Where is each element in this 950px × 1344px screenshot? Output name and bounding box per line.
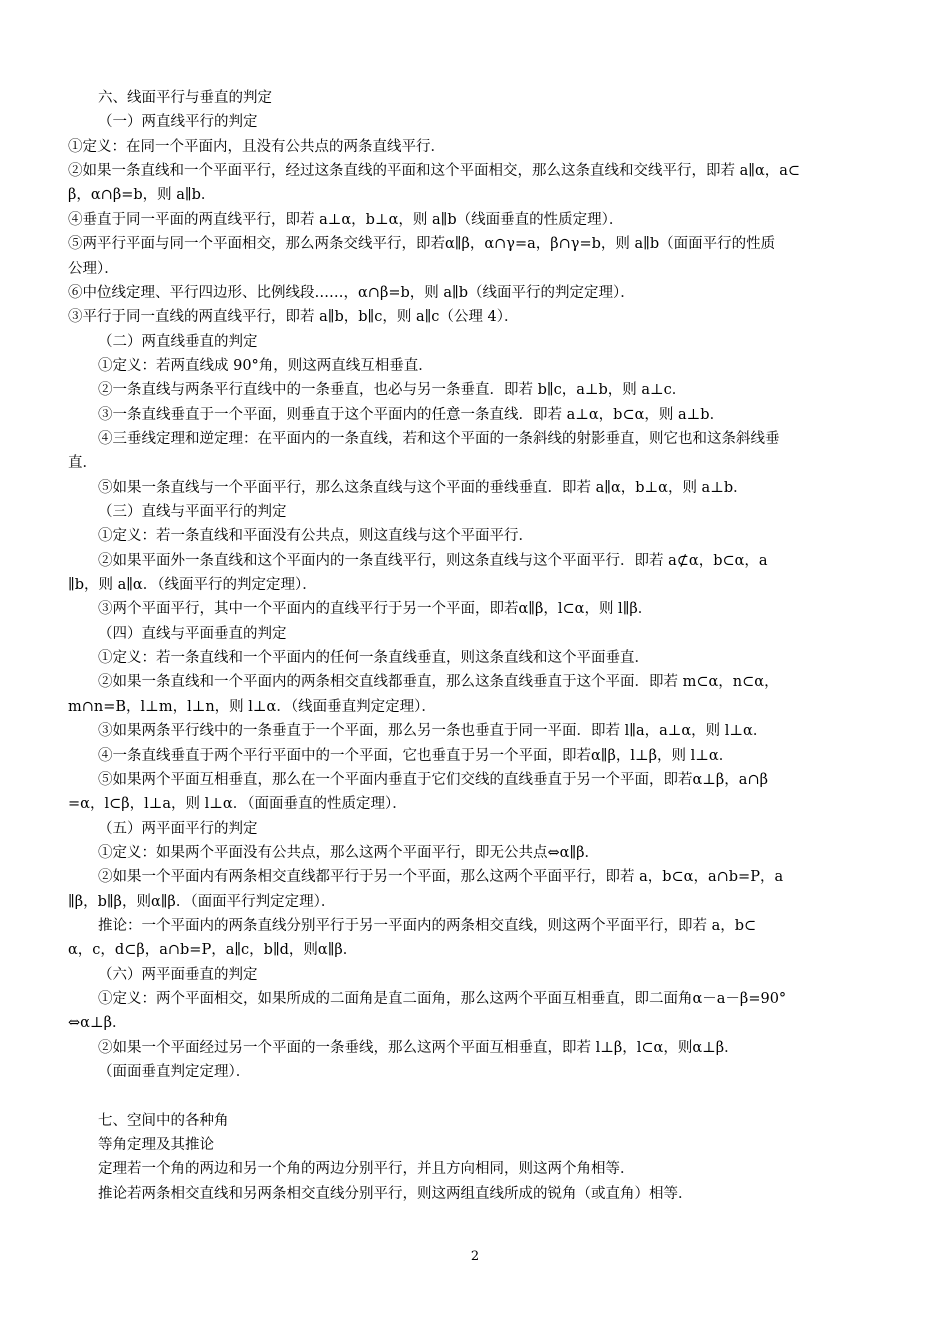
text-line: （面面垂直判定定理）．: [98, 1064, 251, 1080]
text-line: ①定义：两个平面相交，如果所成的二面角是直二面角，那么这两个平面互相垂直，即二面角α－a－β=90°: [98, 991, 787, 1007]
text-line: 等角定理及其推论: [98, 1137, 214, 1153]
text-line: （二）两直线垂直的判定: [98, 333, 258, 350]
text-line: 定理若一个角的两边和另一个角的两边分别平行，并且方向相同，则这两个角相等．: [98, 1161, 635, 1178]
text-line: （六）两平面垂直的判定: [98, 966, 258, 983]
text-line: ⑤如果两个平面互相垂直，那么在一个平面内垂直于它们交线的直线垂直于另一个平面，即若α⊥β，a∩β: [98, 771, 768, 788]
text-line: ④垂直于同一平面的两直线平行，即若 a⊥α，b⊥α，则 a∥b（线面垂直的性质定理）．: [68, 211, 624, 228]
text-line: 直．: [68, 455, 97, 472]
text-line: 公理）．: [68, 260, 119, 277]
text-line: （三）直线与平面平行的判定: [98, 504, 287, 520]
text-line: ①定义：如果两个平面没有公共点，那么这两个平面平行，即无公共点⇔α∥β．: [98, 844, 600, 861]
text-line: ③平行于同一直线的两直线平行，即若 a∥b，b∥c，则 a∥c（公理 4）．: [68, 309, 519, 326]
text-line: ①定义：若一条直线和平面没有公共点，则这直线与这个平面平行．: [98, 528, 533, 545]
text-line: ⑥中位线定理、平行四边形、比例线段……，α∩β=b，则 a∥b（线面平行的判定定理）．: [68, 284, 635, 301]
text-line: （五）两平面平行的判定: [98, 820, 258, 837]
text-line: ②如果一个平面内有两条相交直线都平行于另一个平面，那么这两个平面平行，即若 a，b⊂α，a∩b=P，a: [98, 869, 784, 886]
text-line: ①定义：在同一个平面内，且没有公共点的两条直线平行．: [68, 138, 445, 155]
text-line: β，α∩β=b，则 a∥b．: [68, 187, 216, 204]
text-line: ∥β，b∥β，则α∥β．（面面平行判定定理）．: [68, 893, 336, 910]
text-line: ②如果一条直线和一个平面内的两条相交直线都垂直，那么这条直线垂直于这个平面．即若 m⊂α，n⊂α，: [98, 674, 779, 691]
text-line: m∩n=B，l⊥m，l⊥n，则 l⊥α．（线面垂直判定定理）．: [68, 698, 436, 715]
text-line: （四）直线与平面垂直的判定: [98, 625, 287, 642]
text-line: ④一条直线垂直于两个平行平面中的一个平面，它也垂直于另一个平面，即若α∥β，l⊥β，则 l⊥α．: [98, 747, 734, 764]
text-line: ③如果两条平行线中的一条垂直于一个平面，那么另一条也垂直于同一平面．即若 l∥a，a⊥α，则 l⊥α．: [98, 723, 768, 740]
text-line: ②一条直线与两条平行直线中的一条垂直，也必与另一条垂直．即若 b∥c，a⊥b，则 a⊥c．: [98, 382, 687, 399]
text-line: ④三垂线定理和逆定理：在平面内的一条直线，若和这个平面的一条斜线的射影垂直，则它也和这条斜线垂: [98, 430, 780, 447]
text-line: 推论：一个平面内的两条直线分别平行于另一平面内的两条相交直线，则这两个平面平行，即若 a，b⊂: [98, 917, 757, 934]
text-line: =α，l⊂β，l⊥a，则 l⊥α．（面面垂直的性质定理）．: [68, 796, 407, 813]
text-line: ②如果平面外一条直线和这个平面内的一条直线平行，则这条直线与这个平面平行．即若 a⊄α，b⊂α，a: [98, 552, 768, 569]
text-line: ∥b，则 a∥α．（线面平行的判定定理）．: [68, 577, 317, 593]
text-line: ②如果一个平面经过另一个平面的一条垂线，那么这两个平面互相垂直，即若 l⊥β，l⊂α，则α⊥β．: [98, 1039, 739, 1056]
text-line: ⇔α⊥β．: [68, 1015, 127, 1032]
page-number: 2: [470, 1249, 480, 1264]
text-line: ①定义：若一条直线和一个平面内的任何一条直线垂直，则这条直线和这个平面垂直．: [98, 650, 649, 667]
text-line: ③两个平面平行，其中一个平面内的直线平行于另一个平面，即若α∥β，l⊂α，则 l∥β．: [98, 601, 653, 618]
text-line: α，c，d⊂β，a∩b=P，a∥c，b∥d，则α∥β．: [68, 942, 358, 959]
text-line: [98, 1084, 890, 1108]
text-line: ②如果一条直线和一个平面平行，经过这条直线的平面和这个平面相交，那么这条直线和交线平行，即若 a∥α，a⊂: [68, 163, 801, 180]
text-line: ①定义：若两直线成 90°角，则这两直线互相垂直．: [98, 357, 433, 374]
text-line: ③一条直线垂直于一个平面，则垂直于这个平面内的任意一条直线．即若 a⊥α，b⊂α，则 a⊥b．: [98, 406, 725, 423]
text-line: 推论若两条相交直线和另两条相交直线分别平行，则这两组直线所成的锐角（或直角）相等．: [98, 1185, 693, 1202]
text-line: ⑤如果一条直线与一个平面平行，那么这条直线与这个平面的垂线垂直．即若 a∥α，b⊥α，则 a⊥b．: [98, 479, 748, 496]
text-line: 七、空间中的各种角: [98, 1112, 229, 1129]
text-line: （一）两直线平行的判定: [98, 114, 258, 131]
text-line: ⑤两平行平面与同一个平面相交，那么两条交线平行，即若α∥β，α∩γ=a，β∩γ=b，则 a∥b（面面平行的性质: [68, 236, 776, 253]
text-line: 六、线面平行与垂直的判定: [98, 90, 272, 106]
